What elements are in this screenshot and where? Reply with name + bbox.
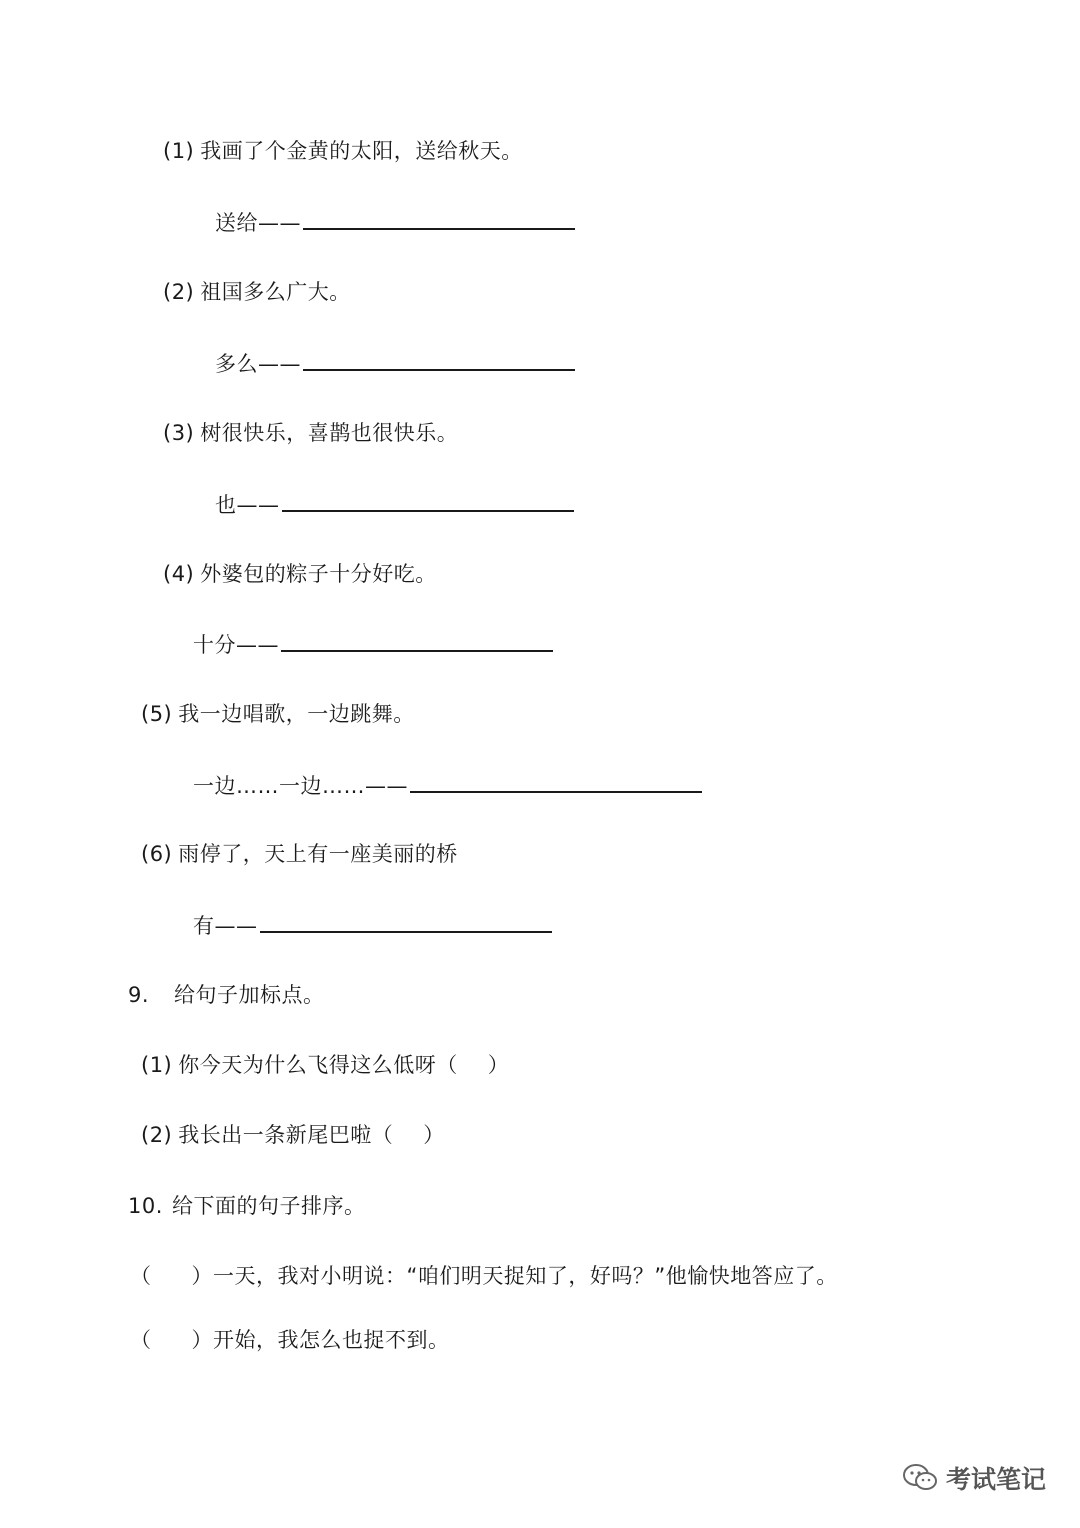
q8-answer-2-word: 多么——	[215, 352, 301, 376]
answer-blank-3[interactable]	[282, 488, 574, 512]
q9-item-1-sentence: 你今天为什么飞得这么低呀	[178, 1053, 437, 1077]
q8-answer-1-word: 送给——	[215, 211, 301, 235]
answer-blank-4[interactable]	[281, 628, 553, 652]
q8-item-2	[163, 277, 351, 307]
q8-item-2-label: (2)	[163, 280, 195, 304]
q10-item-2-paren-close: ）	[191, 1328, 213, 1352]
q9-item-2	[141, 1120, 445, 1150]
q9-item-2-label: (2)	[141, 1123, 173, 1147]
answer-blank-2[interactable]	[303, 347, 575, 371]
q8-answer-6-word: 有——	[193, 914, 258, 938]
q8-answer-6	[193, 909, 552, 941]
q8-answer-1	[215, 206, 575, 238]
q8-item-5-label: (5)	[141, 702, 173, 726]
answer-blank-6[interactable]	[260, 909, 552, 933]
q9-title: 给句子加标点。	[174, 983, 325, 1007]
q10-heading	[128, 1191, 366, 1221]
q8-item-6-sentence: 雨停了，天上有一座美丽的桥	[178, 842, 458, 866]
watermark	[902, 1460, 1046, 1496]
q8-answer-5-word: 一边……一边……——	[193, 774, 408, 798]
q8-item-1-sentence: 我画了个金黄的太阳，送给秋天。	[200, 139, 523, 163]
q10-item-1	[130, 1261, 838, 1291]
q9-item-1-paren-open: （	[436, 1053, 458, 1077]
answer-blank-5[interactable]	[410, 769, 702, 793]
q9-item-1-paren-close: ）	[487, 1053, 510, 1077]
q9-item-2-paren-open: （	[371, 1123, 394, 1147]
q8-item-2-sentence: 祖国多么广大。	[200, 280, 351, 304]
q9-item-1	[141, 1050, 509, 1080]
q8-item-1-label: (1)	[163, 139, 195, 163]
q10-item-1-sentence: 一天，我对小明说：“咱们明天捉知了，好吗？”他愉快地答应了。	[213, 1264, 838, 1288]
q10-item-1-paren-open: （	[130, 1264, 152, 1288]
answer-blank-1[interactable]	[303, 206, 575, 230]
q8-item-5	[141, 699, 415, 729]
q8-item-4-sentence: 外婆包的粽子十分好吃。	[200, 562, 437, 586]
q9-item-1-label: (1)	[141, 1053, 173, 1077]
q8-answer-4-word: 十分——	[193, 633, 279, 657]
q8-item-4	[163, 559, 437, 589]
q8-item-3-sentence: 树很快乐，喜鹊也很快乐。	[200, 421, 459, 445]
q10-item-2-paren-open: （	[130, 1328, 152, 1352]
q8-answer-4	[193, 628, 553, 660]
q10-title: 给下面的句子排序。	[172, 1194, 366, 1218]
q9-item-2-sentence: 我长出一条新尾巴啦	[178, 1123, 372, 1147]
q10-number: 10.	[128, 1194, 163, 1218]
q9-item-2-paren-close: ）	[423, 1123, 445, 1147]
q8-answer-3	[215, 488, 574, 520]
q8-item-3	[163, 418, 458, 448]
q9-heading	[128, 980, 325, 1010]
q8-answer-2	[215, 347, 575, 379]
watermark-text: 考试笔记	[945, 1465, 1046, 1494]
q8-answer-3-word: 也——	[215, 493, 280, 517]
q10-item-1-paren-close: ）	[191, 1264, 213, 1288]
q9-number: 9.	[128, 983, 150, 1007]
q8-item-6-label: (6)	[141, 842, 173, 866]
q8-answer-5	[193, 769, 702, 801]
q8-item-3-label: (3)	[163, 421, 195, 445]
q8-item-1	[163, 136, 523, 166]
q8-item-4-label: (4)	[163, 562, 195, 586]
q10-item-2-sentence: 开始，我怎么也捉不到。	[213, 1328, 450, 1352]
q8-item-5-sentence: 我一边唱歌，一边跳舞。	[178, 702, 415, 726]
q10-item-2	[130, 1325, 450, 1355]
q8-item-6	[141, 839, 458, 869]
wechat-icon	[902, 1463, 938, 1493]
